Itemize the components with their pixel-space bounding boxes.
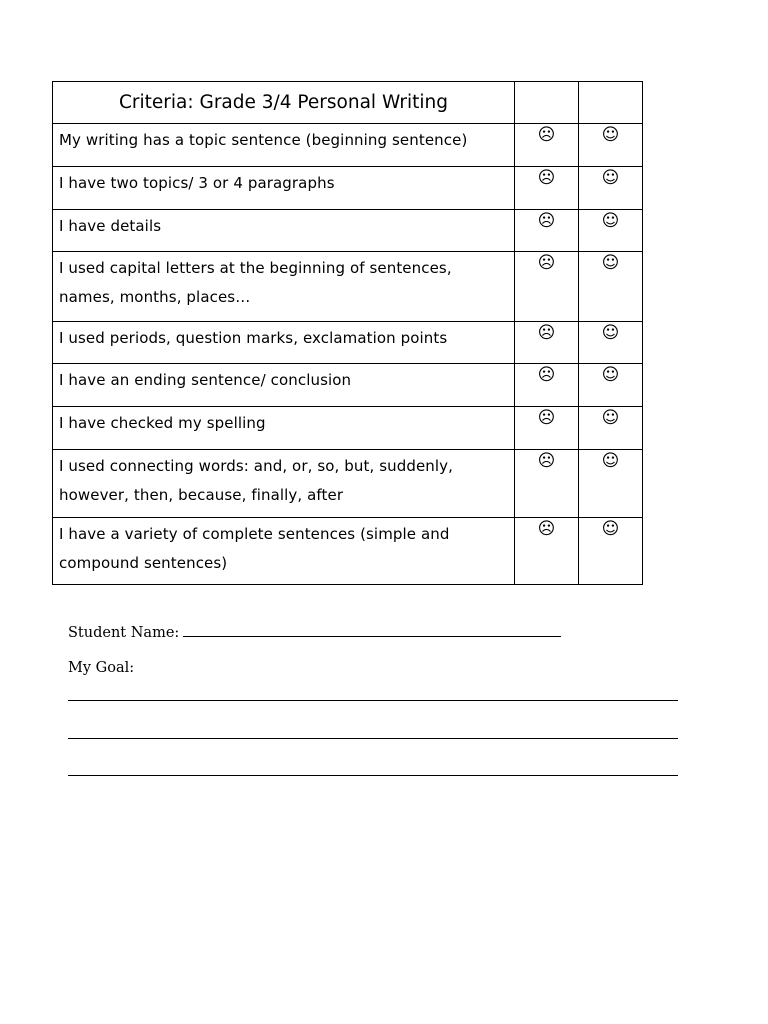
happy-face-cell[interactable] xyxy=(579,364,643,407)
happy-face-icon: ☺ xyxy=(601,253,620,273)
sad-face-icon: ☹ xyxy=(537,519,556,539)
sad-face-cell[interactable] xyxy=(515,210,579,252)
table-row xyxy=(53,364,643,407)
goal-line-2[interactable] xyxy=(68,738,678,739)
happy-face-cell[interactable] xyxy=(579,210,643,252)
student-name-input-line[interactable] xyxy=(183,622,561,637)
happy-face-icon: ☺ xyxy=(601,168,620,188)
criteria-text: I have two topics/ 3 or 4 paragraphs xyxy=(59,174,335,192)
rubric-title: Criteria: Grade 3/4 Personal Writing xyxy=(53,82,515,124)
sad-face-cell[interactable] xyxy=(515,252,579,322)
happy-face-cell[interactable] xyxy=(579,252,643,322)
table-row xyxy=(53,124,643,167)
sad-face-icon: ☹ xyxy=(537,451,556,471)
sad-face-icon: ☹ xyxy=(537,211,556,231)
sad-face-cell[interactable] xyxy=(515,322,579,364)
rubric-body xyxy=(53,124,643,585)
criteria-text: I have details xyxy=(59,217,162,235)
criteria-cell xyxy=(53,124,515,167)
table-row xyxy=(53,450,643,518)
sad-face-cell[interactable] xyxy=(515,407,579,450)
criteria-text: I used periods, question marks, exclamation points xyxy=(59,329,448,347)
sad-column-header xyxy=(515,82,579,124)
rubric-table xyxy=(52,81,643,585)
happy-face-icon: ☺ xyxy=(601,211,620,231)
criteria-cell xyxy=(53,252,515,322)
criteria-cell xyxy=(53,167,515,210)
happy-face-icon: ☺ xyxy=(601,451,620,471)
table-row xyxy=(53,322,643,364)
sad-face-icon: ☹ xyxy=(537,408,556,428)
happy-face-cell[interactable] xyxy=(579,450,643,518)
criteria-text: I have an ending sentence/ conclusion xyxy=(59,371,352,389)
happy-face-cell[interactable] xyxy=(579,518,643,585)
sad-face-icon: ☹ xyxy=(537,168,556,188)
happy-face-cell[interactable] xyxy=(579,167,643,210)
criteria-text: I have a variety of complete sentences (simple and compound sentences) xyxy=(59,525,450,572)
happy-face-icon: ☺ xyxy=(601,125,620,145)
happy-face-icon: ☺ xyxy=(601,365,620,385)
sad-face-cell[interactable] xyxy=(515,167,579,210)
sad-face-cell[interactable] xyxy=(515,518,579,585)
student-name-label: Student Name: xyxy=(68,625,180,641)
criteria-cell xyxy=(53,364,515,407)
happy-face-cell[interactable] xyxy=(579,322,643,364)
table-row xyxy=(53,518,643,585)
sad-face-cell[interactable] xyxy=(515,364,579,407)
sad-face-cell[interactable] xyxy=(515,450,579,518)
happy-face-icon: ☺ xyxy=(601,408,620,428)
student-name-field xyxy=(68,622,561,641)
criteria-cell xyxy=(53,518,515,585)
criteria-text: I have checked my spelling xyxy=(59,414,266,432)
goal-label: My Goal: xyxy=(68,660,135,676)
sad-face-icon: ☹ xyxy=(537,125,556,145)
criteria-cell xyxy=(53,450,515,518)
sad-face-icon: ☹ xyxy=(537,323,556,343)
sad-face-icon: ☹ xyxy=(537,365,556,385)
happy-face-cell[interactable] xyxy=(579,407,643,450)
criteria-text: I used capital letters at the beginning of sentences, names, months, places… xyxy=(59,259,452,306)
criteria-cell xyxy=(53,322,515,364)
happy-face-icon: ☺ xyxy=(601,323,620,343)
criteria-text: I used connecting words: and, or, so, but, suddenly, however, then, because, finally, after xyxy=(59,457,454,504)
table-row xyxy=(53,210,643,252)
criteria-text: My writing has a topic sentence (beginning sentence) xyxy=(59,131,468,149)
happy-face-icon: ☺ xyxy=(601,519,620,539)
table-row xyxy=(53,407,643,450)
goal-line-1[interactable] xyxy=(68,700,678,701)
happy-face-cell[interactable] xyxy=(579,124,643,167)
goal-line-3[interactable] xyxy=(68,775,678,776)
criteria-cell xyxy=(53,210,515,252)
sad-face-icon: ☹ xyxy=(537,253,556,273)
sad-face-cell[interactable] xyxy=(515,124,579,167)
happy-column-header xyxy=(579,82,643,124)
table-row xyxy=(53,167,643,210)
table-row xyxy=(53,252,643,322)
criteria-cell xyxy=(53,407,515,450)
rubric-header-row xyxy=(53,82,643,124)
